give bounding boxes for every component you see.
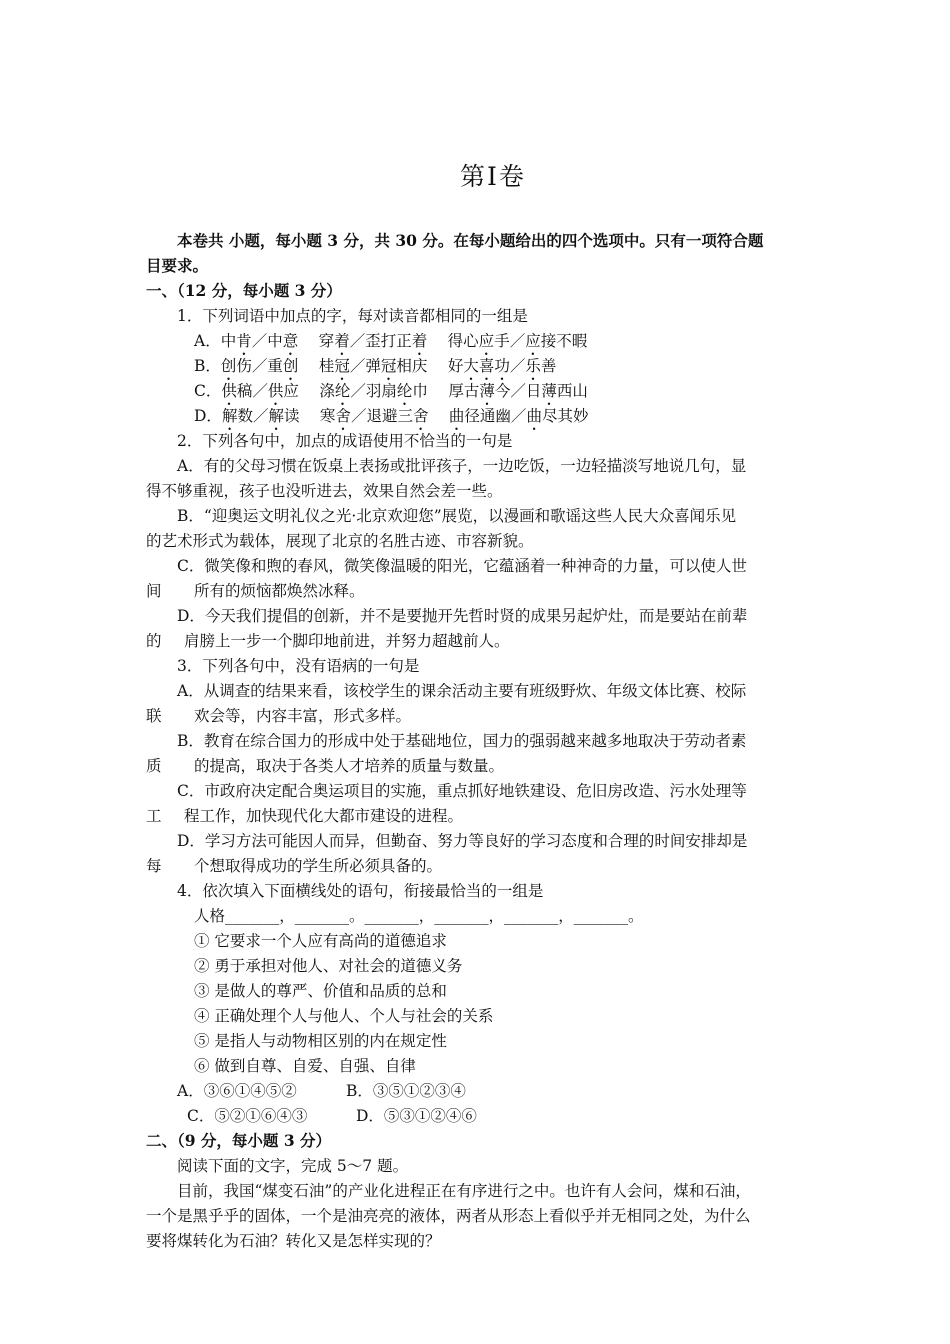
q4-item: ③ 是做人的尊严、价值和品质的总和 [194, 982, 447, 1000]
text-seg: 读 寒 [283, 407, 336, 425]
section-heading-1: 一、（12 分，每小题 3 分） [146, 281, 342, 300]
dotted-char: 着 [334, 332, 350, 350]
text-seg: 接不暇 [540, 332, 588, 350]
q2-option-b-line1: B．“迎奥运文明礼仪之光·北京欢迎您”展览，以漫画和歌谣这些人民大众喜闻乐见 [177, 507, 737, 525]
text-seg [428, 407, 448, 425]
text-seg: ／中 [251, 332, 283, 350]
text-seg: ／歪打正 [349, 332, 412, 350]
dotted-char: 供 [221, 382, 237, 400]
text-seg: B． [194, 357, 221, 375]
dotted-char: 意 [282, 332, 299, 350]
text-seg: 数／ [237, 407, 269, 425]
text-seg: ／退避三 [350, 407, 413, 425]
passage-line-3: 要将煤转化为石油？转化又是怎样实现的？ [146, 1232, 441, 1250]
q4-item: ④ 正确处理个人与他人、个人与社会的关系 [194, 1007, 494, 1025]
q2-option-d-line2: 肩膀上一步一个脚印地前进，并努力超越前人。 [184, 632, 510, 650]
q4-stem: 4．依次填入下面横线处的语句，衔接最恰当的一组是 [177, 882, 544, 900]
q3-option-d-line2: 个想取得成功的学生所必须具备的。 [194, 857, 443, 875]
text-seg: 径通幽／ [464, 407, 527, 425]
q3-option-a-line2-start: 联 [146, 707, 162, 725]
text-seg: 桂 [298, 357, 335, 375]
q3-option-c-line2-start: 工 [146, 807, 162, 825]
q4-option-a: A．③⑥①④⑤② [177, 1082, 297, 1100]
text-seg: 相庆 好 [396, 357, 464, 375]
q4-item: ② 勇于承担对他人、对社会的道德义务 [194, 957, 463, 975]
text-seg: 西山 [556, 382, 588, 400]
text-seg: 手／ [494, 332, 526, 350]
text-seg: 穿 [298, 332, 335, 350]
q2-option-c-line2-start: 间 [146, 582, 162, 600]
section-heading-2: 二、（9 分，每小题 3 分） [146, 1131, 332, 1150]
text-seg: ／弹 [349, 357, 381, 375]
text-seg: 今／日 [494, 382, 542, 400]
dotted-char: 应 [478, 332, 495, 350]
text-seg: ／羽扇 [350, 382, 397, 400]
text-seg: 伤／重 [236, 357, 283, 375]
q3-option-b-line2-start: 质 [146, 757, 162, 775]
dotted-char: 舍 [412, 407, 429, 425]
intro-line-2: 目要求。 [146, 256, 209, 275]
text-seg: C． [194, 382, 222, 400]
passage-line-1: 目前，我国“煤变石油”的产业化进程正在有序进行之中。也许有人会问，煤和石油， [177, 1182, 751, 1200]
q3-option-d-line2-start: 每 [146, 857, 162, 875]
q4-item: ⑤ 是指人与动物相区别的内在规定性 [194, 1032, 447, 1050]
dotted-char: 曲 [448, 407, 465, 425]
q3-option-c-line1: C．市政府决定配合奥运项目的实施，重点抓好地铁建设、危旧房改造、污水处理等 [177, 782, 747, 800]
dotted-char: 舍 [335, 407, 351, 425]
text-seg: 善 [540, 357, 557, 375]
q3-option-b-line2: 的提高，取决于各类人才培养的质量与数量。 [194, 757, 505, 775]
dotted-char: 创 [282, 357, 299, 375]
text-seg: 巾 厚古 [412, 382, 480, 400]
text-seg: 尽其妙 [541, 407, 589, 425]
text-seg: 得心 [427, 332, 479, 350]
q2-option-c-line2: 所有的烦恼都焕然冰释。 [194, 582, 365, 600]
q2-option-d-line2-start: 的 [146, 632, 162, 650]
text-seg: 稿／ [236, 382, 268, 400]
text-seg: 应 涤 [283, 382, 335, 400]
dotted-char: 创 [220, 357, 237, 375]
dotted-char: 解 [268, 407, 284, 425]
q3-option-a-line1: A．从调查的结果来看，该校学生的课余活动主要有班级野炊、年级文体比赛、校际 [177, 682, 747, 700]
dotted-char: 冠 [380, 357, 397, 375]
passage-line-2: 一个是黑乎乎的固体，一个是油亮亮的液体，两者从形态上看似乎并无相同之处，为什么 [146, 1207, 751, 1225]
q3-option-a-line2: 欢会等，内容丰富，形式多样。 [194, 707, 412, 725]
dotted-char: 大喜功／乐 [463, 357, 541, 375]
q3-option-b-line1: B．教育在综合国力的形成中处于基础地位，国力的强弱越来越多地取决于劳动者素 [177, 732, 747, 750]
dotted-char: 着 [411, 332, 428, 350]
q3-option-c-line2: 程工作，加快现代化大都市建设的进程。 [184, 807, 464, 825]
q1-stem: 1．下列词语中加点的字，每对读音都相同的一组是 [177, 307, 528, 325]
q2-option-a-line2: 得不够重视，孩子也没听进去，效果自然会差一些。 [146, 482, 503, 500]
dotted-char: 应 [525, 332, 541, 350]
q4-blank-line: 人格_______，_______。_______，_______，_______，_______。 [194, 907, 644, 925]
dotted-char: 纶 [334, 382, 351, 400]
q2-option-a-line1: A．有的父母习惯在饭桌上表扬或批评孩子，一边吃饭，一边轻描淡写地说几句，显 [177, 457, 747, 475]
q2-stem: 2．下列各句中，加点的成语使用不恰当的一句是 [177, 432, 513, 450]
q3-stem: 3．下列各句中，没有语病的一句是 [177, 657, 420, 675]
reading-instruction: 阅读下面的文字，完成 5～7 题。 [177, 1157, 409, 1175]
dotted-char: 肯 [236, 332, 252, 350]
q4-item: ⑥ 做到自尊、自爱、自强、自律 [194, 1057, 416, 1075]
dotted-char: 薄 [541, 382, 557, 400]
dotted-char: 曲 [526, 407, 542, 425]
q4-option-b: B．③⑤①②③④ [346, 1082, 466, 1100]
text-seg: A．中 [194, 332, 237, 350]
dotted-char: 解 [221, 407, 238, 425]
dotted-char: 供 [267, 382, 284, 400]
q2-option-c-line1: C．微笑像和煦的春风，微笑像温暖的阳光，它蕴涵着一种神奇的力量，可以使人世 [177, 557, 747, 575]
q2-option-b-line2: 的艺术形式为载体，展现了北京的名胜古迹、市容新貌。 [146, 532, 534, 550]
q4-item: ① 它要求一个人应有高尚的道德追求 [194, 932, 447, 950]
q4-option-c: C．⑤②①⑥④③ [187, 1107, 308, 1125]
dotted-char: 纶 [396, 382, 413, 400]
intro-line-1: 本卷共 小题，每小题 3 分，共 30 分。在每小题给出的四个选项中。只有一项符合题 [177, 231, 764, 250]
q4-option-d: D．⑤③①②④⑥ [356, 1107, 477, 1125]
text-seg: D． [194, 407, 222, 425]
q2-option-d-line1: D．今天我们提倡的创新，并不是要抛开先哲时贤的成果另起炉灶，而是要站在前辈 [177, 607, 748, 625]
dotted-char: 冠 [334, 357, 350, 375]
dotted-char: 薄 [479, 382, 495, 400]
q3-option-d-line1: D．学习方法可能因人而异，但勤奋、努力等良好的学习态度和合理的时间安排却是 [177, 832, 748, 850]
page-title: 第Ⅰ卷 [460, 162, 526, 191]
